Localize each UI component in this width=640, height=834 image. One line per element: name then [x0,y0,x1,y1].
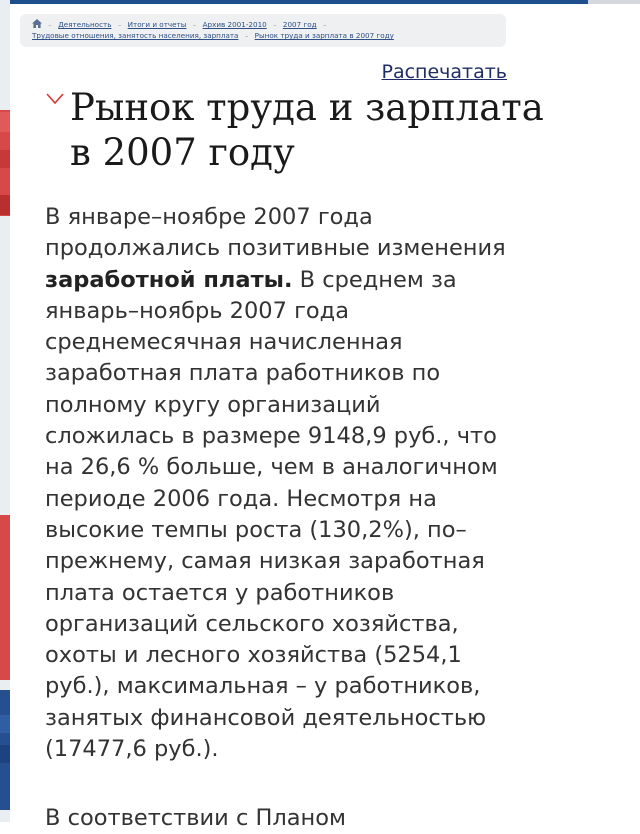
chevron-down-icon [46,91,64,107]
breadcrumb-item-archive[interactable]: Архив 2001-2010 [202,20,267,29]
side-tab-red-4[interactable] [0,195,10,215]
side-tab-red-5[interactable] [0,515,10,680]
breadcrumb-item-activity[interactable]: Деятельность [58,20,112,29]
side-tab-red-3[interactable] [0,150,10,168]
breadcrumb [20,14,506,47]
breadcrumb-separator: – [273,20,277,29]
breadcrumb-separator: – [244,31,249,40]
top-bar-cap [588,0,640,4]
breadcrumb-separator: – [117,20,122,29]
paragraph-text-rest: В среднем за январь–ноябрь 2007 года среднемесячная начисленная заработная плата работников по полному кругу организаций сложилась в размере 9148,9 руб., что на 26,6 % больше, чем в аналогичном периоде 2006 года. Несмотря на высокие темпы роста (130,2%), по–прежнему, самая низкая заработная плата остается у работников организаций сельского хозяйства, охоты и лесного хозяйства (5254,1 руб.), максимальная – у работников, занятых финансовой деятельностью (17477,6 руб.). [45,266,498,763]
breadcrumb-item-reports[interactable]: Итоги и отчеты [127,20,187,29]
breadcrumb-item-labor-relations[interactable]: Трудовые отношения, занятость населения, зарплата [32,31,239,40]
breadcrumb-item-2007[interactable]: 2007 год [282,20,317,29]
page-title: Рынок труда и зарплата в 2007 году [70,86,544,174]
print-link[interactable]: Распечатать [381,61,507,83]
side-tab-red-2[interactable] [0,112,10,132]
article-paragraph-next: В соответствии с Планом [45,805,347,831]
breadcrumb-separator: – [48,20,52,29]
breadcrumb-item-current[interactable]: Рынок труда и зарплата в 2007 году [254,31,394,40]
top-bar [0,0,640,4]
side-tab-blue-3[interactable] [0,745,10,763]
side-tab-blue-2[interactable] [0,715,10,733]
breadcrumb-separator: – [322,20,327,29]
paragraph-text-start: В январе–ноябре 2007 года продолжались позитивные изменения [45,204,506,262]
breadcrumb-separator: – [192,20,197,29]
left-side-strip [0,0,10,822]
paragraph-bold-term: заработной платы. [45,266,293,293]
article-paragraph [45,202,515,765]
home-icon[interactable] [32,19,42,28]
